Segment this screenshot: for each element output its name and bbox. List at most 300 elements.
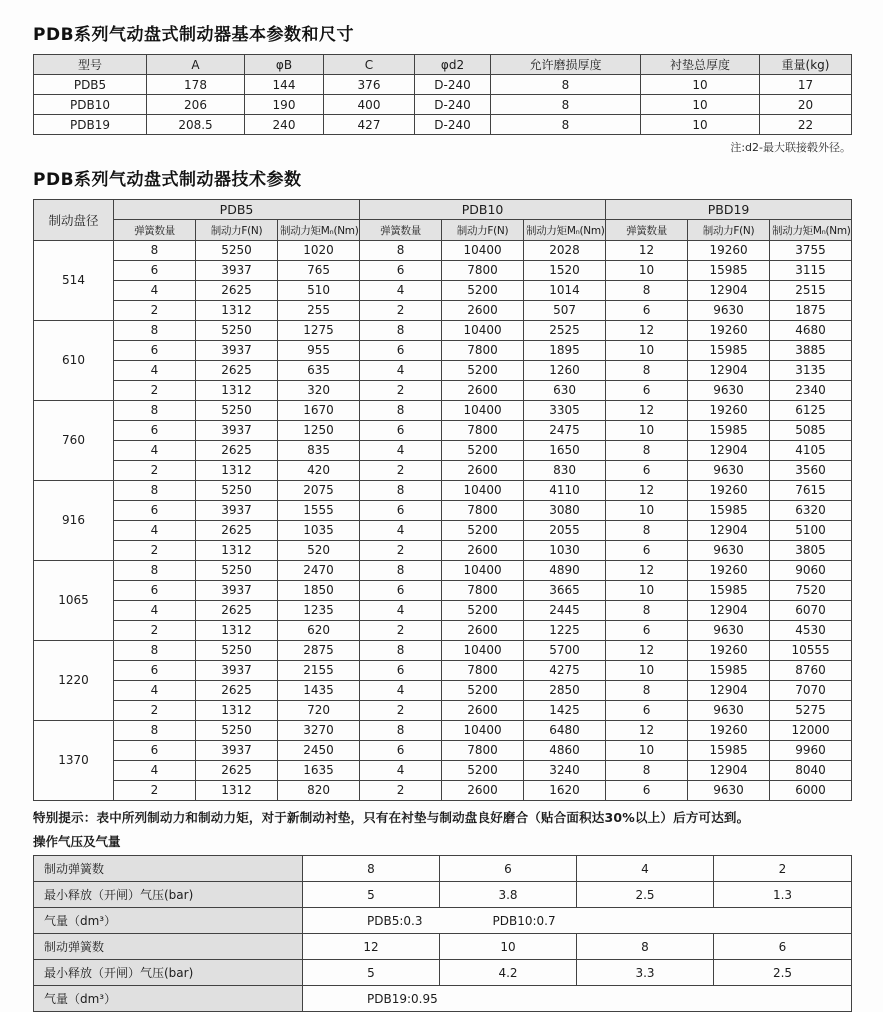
table-cell: 5	[303, 882, 440, 908]
table-row	[34, 601, 852, 621]
table-cell: 6	[360, 661, 442, 681]
table-cell: 4	[360, 281, 442, 301]
table-cell: 1425	[524, 701, 606, 721]
table-cell: 7800	[442, 261, 524, 281]
tech-table-body	[34, 241, 852, 801]
disc-diameter-cell: 1220	[34, 641, 114, 721]
table-cell: 1014	[524, 281, 606, 301]
table-cell: 3937	[196, 661, 278, 681]
table-cell: 4	[360, 441, 442, 461]
table-cell: 765	[278, 261, 360, 281]
table-cell: 7800	[442, 741, 524, 761]
table-cell: 20	[760, 95, 852, 115]
table-cell: 5200	[442, 681, 524, 701]
table-cell: 2	[114, 781, 196, 801]
table-cell: 12	[606, 241, 688, 261]
table-cell: 2	[360, 301, 442, 321]
table-cell: 8	[606, 601, 688, 621]
table-cell: 3305	[524, 401, 606, 421]
table-cell: 10400	[442, 561, 524, 581]
sub-column-header: 制动力矩Mₙ(Nm)	[524, 220, 606, 241]
table-cell: 8	[114, 641, 196, 661]
table-cell: 6125	[770, 401, 852, 421]
table-row	[34, 281, 852, 301]
table-cell: D-240	[415, 95, 491, 115]
table-cell: 15985	[688, 501, 770, 521]
table-cell: 2515	[770, 281, 852, 301]
table-cell: 2600	[442, 701, 524, 721]
table-cell: 2625	[196, 281, 278, 301]
table-cell: 3937	[196, 261, 278, 281]
row-label: 气量（dm³）	[34, 986, 303, 1012]
table-row	[34, 301, 852, 321]
table-cell: 2875	[278, 641, 360, 661]
table-cell: 507	[524, 301, 606, 321]
table-cell: 2	[714, 856, 852, 882]
pdb5-group-header: PDB5	[114, 200, 360, 220]
table-cell: 6	[606, 541, 688, 561]
table-cell: 4	[114, 281, 196, 301]
table-row	[34, 521, 852, 541]
table-row	[34, 721, 852, 741]
table-cell: 10400	[442, 321, 524, 341]
table-cell: 1435	[278, 681, 360, 701]
table-cell: 144	[245, 75, 324, 95]
table-cell: 3937	[196, 741, 278, 761]
table-cell: 6	[360, 341, 442, 361]
table-cell: 2445	[524, 601, 606, 621]
table-cell: 1030	[524, 541, 606, 561]
table-cell: 6	[114, 741, 196, 761]
table-cell: 6480	[524, 721, 606, 741]
pbd19-group-header: PBD19	[606, 200, 852, 220]
table-cell: 19260	[688, 721, 770, 741]
table-cell: 5250	[196, 721, 278, 741]
table-cell: 19260	[688, 241, 770, 261]
merged-cell	[303, 908, 852, 934]
tech-group-header-row	[34, 200, 852, 220]
sub-column-header: 制动力矩Mₙ(Nm)	[278, 220, 360, 241]
table-cell: 2850	[524, 681, 606, 701]
pressure-table-body	[34, 856, 852, 1012]
table-cell: 7070	[770, 681, 852, 701]
pdb10-group-header: PDB10	[360, 200, 606, 220]
table-cell: 8	[114, 401, 196, 421]
table-cell: 2450	[278, 741, 360, 761]
table-cell: 2028	[524, 241, 606, 261]
table-row	[34, 541, 852, 561]
table-cell: 8760	[770, 661, 852, 681]
table-cell: 9630	[688, 621, 770, 641]
table-row	[34, 986, 852, 1012]
table-cell: 2600	[442, 301, 524, 321]
table-cell: 6070	[770, 601, 852, 621]
table-cell: 4	[360, 361, 442, 381]
table-cell: 1620	[524, 781, 606, 801]
table-cell: 1312	[196, 701, 278, 721]
table-cell: 1312	[196, 621, 278, 641]
table-cell: 1875	[770, 301, 852, 321]
table-cell: 5200	[442, 361, 524, 381]
column-header: 允许磨损厚度	[491, 55, 641, 75]
table-cell: 10400	[442, 481, 524, 501]
table-cell: 1850	[278, 581, 360, 601]
table-cell: 820	[278, 781, 360, 801]
table-cell: 2625	[196, 601, 278, 621]
table-cell: 427	[324, 115, 415, 135]
table-cell: 8	[360, 401, 442, 421]
table-cell: 10	[606, 341, 688, 361]
table-cell: 4890	[524, 561, 606, 581]
table-row	[34, 75, 852, 95]
table-cell: 10400	[442, 401, 524, 421]
table-row	[34, 856, 852, 882]
table-row	[34, 241, 852, 261]
table-cell: 15985	[688, 261, 770, 281]
basic-params-title: PDB系列气动盘式制动器基本参数和尺寸	[33, 25, 355, 45]
table-cell: 5275	[770, 701, 852, 721]
table-cell: 1312	[196, 461, 278, 481]
table-cell: 9630	[688, 781, 770, 801]
column-header: φB	[245, 55, 324, 75]
table-cell: 240	[245, 115, 324, 135]
table-cell: 1235	[278, 601, 360, 621]
air-volume-value: PDB19:0.95	[367, 991, 438, 1006]
table-cell: 8	[360, 481, 442, 501]
table-cell: 635	[278, 361, 360, 381]
table-cell: 4530	[770, 621, 852, 641]
table-cell: 4	[360, 601, 442, 621]
row-label: 气量（dm³）	[34, 908, 303, 934]
table-cell: 1650	[524, 441, 606, 461]
table-row	[34, 381, 852, 401]
table-cell: 12	[606, 641, 688, 661]
table-cell: 12904	[688, 681, 770, 701]
table-cell: 15985	[688, 341, 770, 361]
table-cell: 12	[606, 401, 688, 421]
table-cell: 6	[606, 381, 688, 401]
table-cell: 720	[278, 701, 360, 721]
table-cell: 8	[491, 75, 641, 95]
table-cell: 510	[278, 281, 360, 301]
table-cell: 620	[278, 621, 360, 641]
table-cell: 5700	[524, 641, 606, 661]
table-cell: 22	[760, 115, 852, 135]
sub-column-header: 弹簧数量	[360, 220, 442, 241]
table-cell: 7800	[442, 341, 524, 361]
table-row	[34, 401, 852, 421]
table-cell: 4.2	[440, 960, 577, 986]
table-cell: 6	[360, 261, 442, 281]
column-header: 重量(kg)	[760, 55, 852, 75]
table-cell: 3.8	[440, 882, 577, 908]
table-cell: 9630	[688, 701, 770, 721]
table-cell: 12904	[688, 761, 770, 781]
table-cell: 1520	[524, 261, 606, 281]
sub-column-header: 制动力矩Mₙ(Nm)	[770, 220, 852, 241]
table-cell: 8	[114, 721, 196, 741]
table-cell: 12904	[688, 521, 770, 541]
table-cell: 4	[114, 681, 196, 701]
tech-sub-header-row	[34, 220, 852, 241]
table-row	[34, 641, 852, 661]
sub-column-header: 弹簧数量	[114, 220, 196, 241]
table-cell: 6	[606, 461, 688, 481]
table-cell: 10400	[442, 241, 524, 261]
disc-diameter-header: 制动盘径	[34, 200, 114, 241]
table-cell: 2475	[524, 421, 606, 441]
table-cell: 8	[606, 521, 688, 541]
table-row	[34, 908, 852, 934]
table-cell: 12	[303, 934, 440, 960]
table-cell: 12	[606, 481, 688, 501]
table-cell: 15985	[688, 421, 770, 441]
table-cell: 2	[114, 541, 196, 561]
table-cell: 8	[114, 481, 196, 501]
table-cell: 4860	[524, 741, 606, 761]
table-cell: 3560	[770, 461, 852, 481]
air-volume-value: PDB10:0.7	[492, 913, 556, 928]
sub-column-header: 制动力F(N)	[442, 220, 524, 241]
table-cell: 12904	[688, 441, 770, 461]
table-cell: 3937	[196, 341, 278, 361]
table-row	[34, 781, 852, 801]
table-cell: 2075	[278, 481, 360, 501]
table-row	[34, 581, 852, 601]
table-cell: 5200	[442, 281, 524, 301]
table-cell: 9960	[770, 741, 852, 761]
table-cell: 15985	[688, 581, 770, 601]
table-cell: 15985	[688, 741, 770, 761]
table-cell: 1020	[278, 241, 360, 261]
table-cell: 2	[360, 701, 442, 721]
table-cell: 5250	[196, 641, 278, 661]
table-cell: 1312	[196, 301, 278, 321]
table-cell: 2	[360, 461, 442, 481]
table-row	[34, 960, 852, 986]
table-cell: 10400	[442, 721, 524, 741]
table-cell: 1312	[196, 381, 278, 401]
table-row	[34, 361, 852, 381]
table-cell: 3937	[196, 581, 278, 601]
table-cell: 8	[114, 561, 196, 581]
table-cell: 19260	[688, 481, 770, 501]
column-header: 衬垫总厚度	[641, 55, 760, 75]
table-cell: 208.5	[147, 115, 245, 135]
table-cell: 4	[577, 856, 714, 882]
column-header: C	[324, 55, 415, 75]
table-cell: 2600	[442, 781, 524, 801]
table-cell: 6	[714, 934, 852, 960]
table-cell: 8	[606, 281, 688, 301]
table-cell: 6	[360, 581, 442, 601]
table-cell: 2	[360, 541, 442, 561]
table-cell: D-240	[415, 75, 491, 95]
table-cell: 2	[114, 621, 196, 641]
table-cell: 6	[114, 421, 196, 441]
table-cell: 3.3	[577, 960, 714, 986]
table-cell: 2600	[442, 461, 524, 481]
table-cell: 9060	[770, 561, 852, 581]
row-label: 制动弹簧数	[34, 934, 303, 960]
pressure-section-title: 操作气压及气量	[33, 834, 121, 849]
table-cell: 15985	[688, 661, 770, 681]
table-cell: 10	[606, 421, 688, 441]
table-cell: 830	[524, 461, 606, 481]
table-cell: 4	[114, 361, 196, 381]
table-cell: 8	[303, 856, 440, 882]
table-cell: PDB19	[34, 115, 147, 135]
table-row	[34, 421, 852, 441]
sub-column-header: 制动力F(N)	[196, 220, 278, 241]
table-cell: 1275	[278, 321, 360, 341]
air-volume-value: PDB5:0.3	[367, 913, 423, 928]
table-cell: 19260	[688, 561, 770, 581]
table-cell: 6	[606, 301, 688, 321]
table-cell: 10	[606, 741, 688, 761]
table-cell: 6	[114, 341, 196, 361]
table-cell: 10	[606, 501, 688, 521]
table-cell: 8	[606, 441, 688, 461]
table-cell: 10	[606, 661, 688, 681]
table-row	[34, 95, 852, 115]
table-cell: 4	[114, 521, 196, 541]
table-cell: 6	[606, 781, 688, 801]
table-cell: 7800	[442, 421, 524, 441]
table-row	[34, 561, 852, 581]
table-cell: 6	[114, 661, 196, 681]
table-cell: 1.3	[714, 882, 852, 908]
table-cell: 19260	[688, 401, 770, 421]
table-cell: 6	[360, 741, 442, 761]
column-header: A	[147, 55, 245, 75]
table-cell: PDB10	[34, 95, 147, 115]
table-cell: 2155	[278, 661, 360, 681]
table-cell: 255	[278, 301, 360, 321]
table-cell: 5200	[442, 441, 524, 461]
table-cell: 2	[360, 781, 442, 801]
table-cell: 10	[641, 75, 760, 95]
pressure-table	[33, 855, 852, 1012]
d2-footnote: 注:d2-最大联接毂外径。	[730, 141, 851, 154]
table-cell: 520	[278, 541, 360, 561]
table-cell: 1895	[524, 341, 606, 361]
table-cell: 10555	[770, 641, 852, 661]
table-cell: 2	[114, 381, 196, 401]
table-cell: 12904	[688, 361, 770, 381]
table-cell: 8	[491, 115, 641, 135]
table-cell: 4275	[524, 661, 606, 681]
table-cell: 5200	[442, 601, 524, 621]
table-cell: 6	[114, 261, 196, 281]
table-row	[34, 441, 852, 461]
table-cell: 4110	[524, 481, 606, 501]
table-cell: 2	[114, 701, 196, 721]
table-cell: 9630	[688, 541, 770, 561]
table-cell: 4680	[770, 321, 852, 341]
table-cell: 2340	[770, 381, 852, 401]
tech-params-title: PDB系列气动盘式制动器技术参数	[33, 170, 302, 190]
table-cell: 5200	[442, 521, 524, 541]
table-cell: 2	[360, 621, 442, 641]
table-cell: 19260	[688, 321, 770, 341]
table-cell: 8	[360, 241, 442, 261]
table-cell: 4	[360, 761, 442, 781]
table-cell: 3755	[770, 241, 852, 261]
table-cell: 3805	[770, 541, 852, 561]
table-cell: 6	[360, 501, 442, 521]
table-cell: 3885	[770, 341, 852, 361]
table-cell: 2	[114, 461, 196, 481]
row-label: 最小释放（开闸）气压(bar)	[34, 882, 303, 908]
table-cell: 3240	[524, 761, 606, 781]
table-row	[34, 261, 852, 281]
table-row	[34, 341, 852, 361]
table-cell: 2055	[524, 521, 606, 541]
table-cell: 6320	[770, 501, 852, 521]
sub-column-header: 弹簧数量	[606, 220, 688, 241]
table-cell: 2525	[524, 321, 606, 341]
table-cell: 400	[324, 95, 415, 115]
table-cell: 6	[114, 581, 196, 601]
table-cell: 1312	[196, 541, 278, 561]
table-cell: 17	[760, 75, 852, 95]
table-cell: 1250	[278, 421, 360, 441]
table-cell: 12	[606, 721, 688, 741]
table-cell: 3937	[196, 421, 278, 441]
table-cell: 5250	[196, 401, 278, 421]
table-row	[34, 321, 852, 341]
table-cell: 6	[440, 856, 577, 882]
table-cell: 10	[641, 95, 760, 115]
table-cell: 10	[440, 934, 577, 960]
table-cell: 8	[606, 681, 688, 701]
table-cell: 8	[577, 934, 714, 960]
table-cell: 206	[147, 95, 245, 115]
table-row	[34, 741, 852, 761]
disc-diameter-cell: 916	[34, 481, 114, 561]
sub-column-header: 制动力F(N)	[688, 220, 770, 241]
merged-cell	[303, 986, 852, 1012]
table-cell: 2625	[196, 761, 278, 781]
table-row	[34, 701, 852, 721]
table-cell: 630	[524, 381, 606, 401]
table-cell: 8	[114, 241, 196, 261]
table-cell: 4	[360, 521, 442, 541]
table-cell: 8	[360, 641, 442, 661]
table-row	[34, 115, 852, 135]
table-cell: 3937	[196, 501, 278, 521]
table-cell: 1312	[196, 781, 278, 801]
disc-diameter-cell: 1065	[34, 561, 114, 641]
table-cell: 9630	[688, 381, 770, 401]
table-cell: 5	[303, 960, 440, 986]
table-cell: 190	[245, 95, 324, 115]
table-cell: 10400	[442, 641, 524, 661]
table-cell: 8	[606, 361, 688, 381]
table-cell: 4	[114, 441, 196, 461]
column-header: φd2	[415, 55, 491, 75]
table-cell: 2625	[196, 521, 278, 541]
disc-diameter-cell: 1370	[34, 721, 114, 801]
table-cell: 1635	[278, 761, 360, 781]
table-cell: 7800	[442, 501, 524, 521]
table-cell: 4105	[770, 441, 852, 461]
table-cell: 4	[360, 681, 442, 701]
table-cell: 9630	[688, 461, 770, 481]
table-row	[34, 621, 852, 641]
table-cell: 6000	[770, 781, 852, 801]
